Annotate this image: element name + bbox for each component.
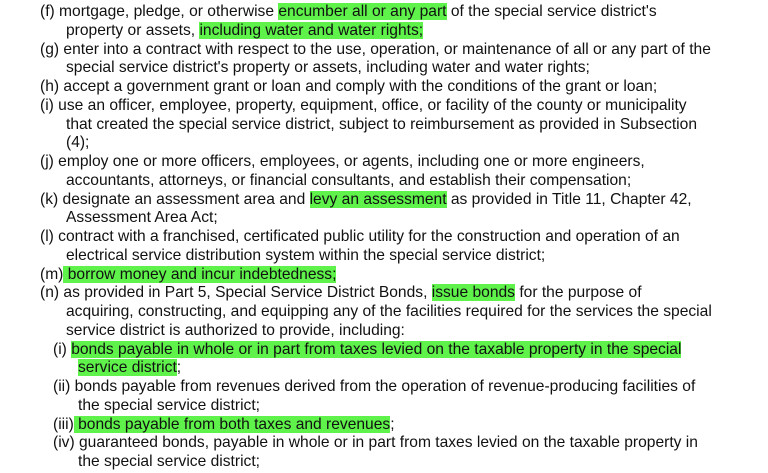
text-segment: (f) mortgage, pledge, or otherwise <box>40 3 279 20</box>
text-segment: (i) <box>53 340 72 358</box>
text-segment: service district is authorized to provide, including: <box>66 321 405 339</box>
text-line <box>53 434 698 452</box>
text-segment: (l) contract with a franchised, certificated public utility for the construction and operation of an <box>40 228 680 245</box>
text-segment: accountants, attorneys, or financial consultants, and establish their compensation; <box>66 171 632 189</box>
text-line <box>66 116 697 134</box>
text-line <box>53 378 695 396</box>
text-line <box>40 191 692 209</box>
text-line <box>78 453 260 471</box>
text-line <box>66 172 631 190</box>
text-segment: as provided in Title 11, Chapter 42, <box>446 190 692 208</box>
text-segment: (m) <box>40 265 64 283</box>
text-segment: special service district's property or assets, including water and water rights; <box>66 59 590 77</box>
text-segment: acquiring, constructing, and equipping any of the facilities required for the services the special <box>66 303 712 320</box>
text-line <box>53 416 395 434</box>
text-segment: the special service district; <box>78 453 260 470</box>
text-segment: (g) enter into a contract with respect to the use, operation, or maintenance of all or any part of the <box>40 40 711 58</box>
text-line <box>40 266 336 284</box>
text-segment: for the purpose of <box>514 284 642 302</box>
text-line <box>40 41 711 59</box>
text-line <box>40 78 657 96</box>
text-segment: (i) use an officer, employee, property, equipment, office, or facility of the county or municipality <box>40 96 687 114</box>
text-segment: (j) employ one or more officers, employees, or agents, including one or more engineers, <box>40 153 645 170</box>
highlighted-text: service district <box>78 359 177 377</box>
text-line <box>40 3 657 21</box>
text-line <box>66 247 545 265</box>
highlighted-text: including water and water rights; <box>199 21 424 39</box>
text-line <box>66 59 590 77</box>
text-line <box>66 209 218 227</box>
text-line <box>66 303 712 321</box>
text-line <box>40 228 680 246</box>
text-segment: electrical service distribution system within the special service district; <box>66 246 546 264</box>
text-line <box>53 341 681 359</box>
highlighted-text: encumber all or any part <box>278 3 447 20</box>
text-segment: (ii) bonds payable from revenues derived from the operation of revenue-producing facilities of <box>53 378 696 395</box>
text-segment: ; <box>390 415 395 433</box>
text-line <box>66 134 89 152</box>
highlighted-text: levy an assessment <box>309 190 447 208</box>
text-segment: (iv) guaranteed bonds, payable in whole or in part from taxes levied on the taxable property in <box>53 434 698 452</box>
text-segment: property or assets, <box>66 21 200 39</box>
highlighted-text: issue bonds <box>431 284 515 302</box>
text-line <box>66 22 423 40</box>
text-segment: the special service district; <box>78 396 260 414</box>
text-line <box>66 322 405 340</box>
text-segment: (h) accept a government grant or loan and comply with the conditions of the grant or loan; <box>40 78 658 95</box>
text-segment: Assessment Area Act; <box>66 209 218 227</box>
text-segment: (iii) <box>53 415 74 433</box>
text-segment: of the special service district's <box>446 3 657 20</box>
text-segment: ; <box>176 359 182 377</box>
highlighted-text: borrow money and incur indebtedness; <box>63 265 337 283</box>
text-line <box>40 153 645 171</box>
text-line <box>40 284 642 302</box>
text-segment: that created the special service district, subject to reimbursement as provided in Subsection <box>66 115 697 133</box>
highlighted-text: bonds payable from both taxes and revenues <box>73 415 391 433</box>
text-segment: (k) designate an assessment area and <box>40 190 310 208</box>
text-line <box>40 97 687 115</box>
text-segment: (4); <box>66 134 90 152</box>
text-line <box>78 359 181 377</box>
text-segment: (n) as provided in Part 5, Special Service District Bonds, <box>40 284 432 302</box>
highlighted-text: bonds payable in whole or in part from taxes levied on the taxable property in the special <box>71 340 682 358</box>
text-line <box>78 397 260 415</box>
